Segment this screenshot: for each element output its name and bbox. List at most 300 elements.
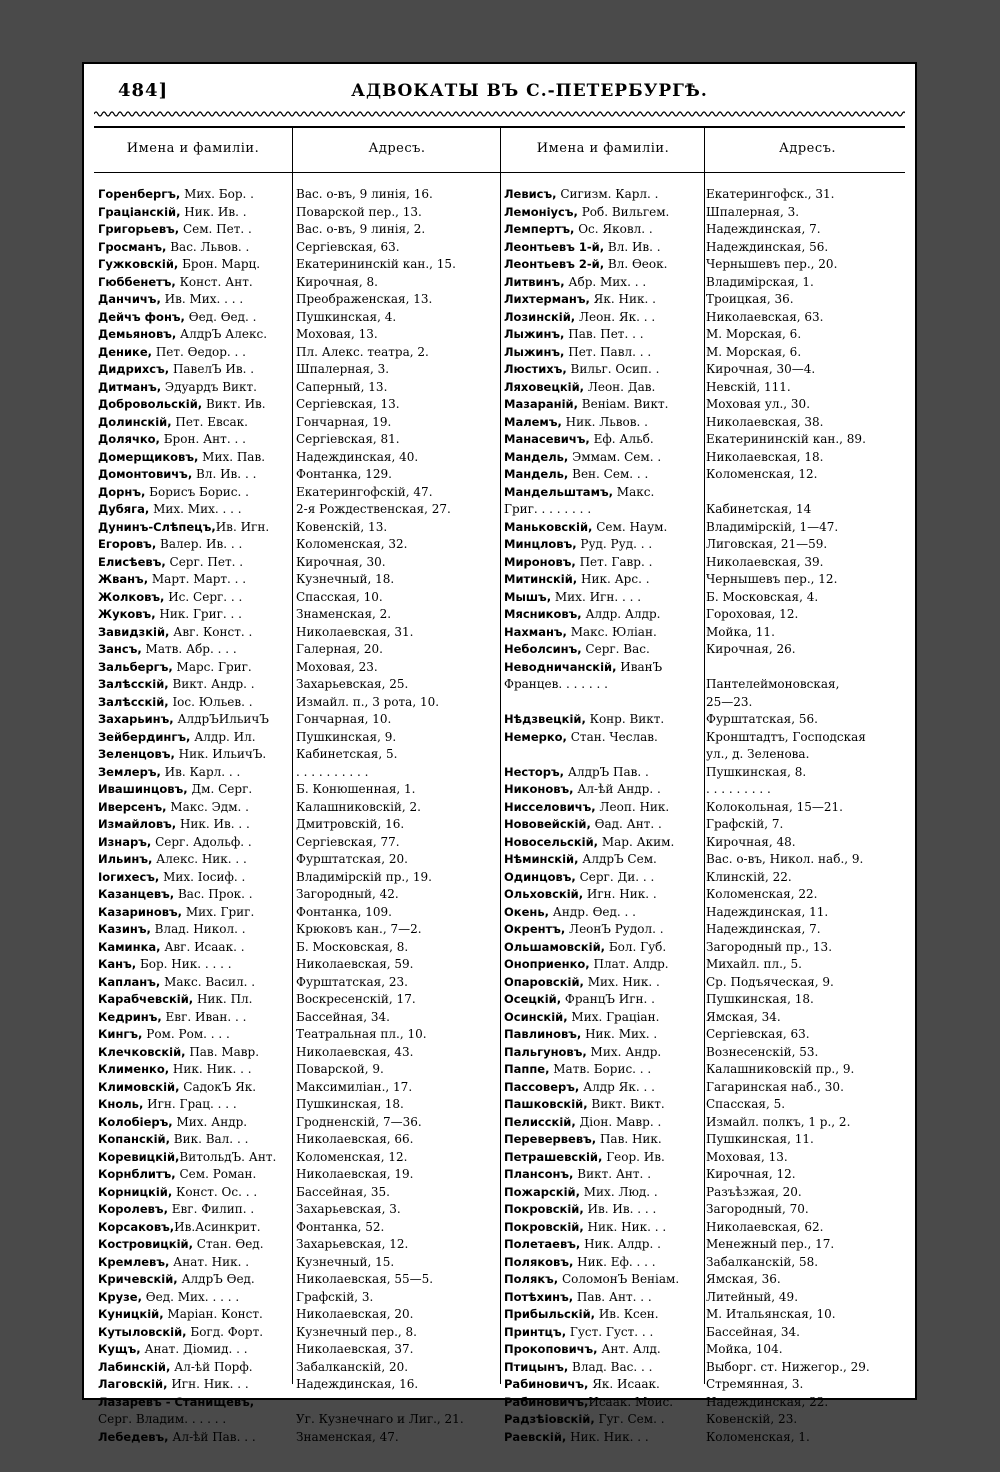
entry-name xyxy=(98,746,292,764)
entry-address: Сергіевская, 13. xyxy=(296,397,400,411)
entry-surname: Нахманъ, xyxy=(504,624,567,639)
entry-given-names: СоломонЪ Веніам. xyxy=(558,1272,680,1286)
table-row xyxy=(500,326,909,344)
table-row xyxy=(500,1289,909,1307)
table-row xyxy=(94,326,500,344)
entry-given-names: Викт. Андр. . xyxy=(168,677,255,691)
entry-name xyxy=(504,641,702,659)
entry-address: Сергіевская, 81. xyxy=(296,432,400,446)
entry-name xyxy=(98,974,292,992)
entry-given-names: Мих. Григ. xyxy=(182,904,255,919)
table-row xyxy=(94,904,500,922)
entry-given-names: Ал-ѣй Порф. xyxy=(170,1359,253,1374)
table-row xyxy=(500,886,909,904)
entry-given-names: Роб. Вильгем. xyxy=(577,204,670,219)
entry-name xyxy=(504,746,702,764)
entry-address: Сергіевская, 63. xyxy=(706,1027,810,1041)
entry-address: Лиговская, 21—59. xyxy=(706,537,828,551)
entry-name xyxy=(504,1044,702,1062)
table-row xyxy=(500,1254,909,1272)
entry-given-names: Ник. Еф. . . . xyxy=(573,1254,656,1269)
entry-name xyxy=(98,1289,292,1307)
entry-address: Пушкинская, 11. xyxy=(706,1132,814,1146)
entry-name xyxy=(98,676,292,694)
entry-surname: Кущъ, xyxy=(98,1342,141,1356)
entry-address: Коломенская, 12. xyxy=(706,467,818,481)
entry-address xyxy=(296,1394,498,1412)
entry-address: Николаевская, 62. xyxy=(706,1219,824,1234)
directory-page xyxy=(82,62,917,1444)
entry-given-names: Викт. Ив. xyxy=(202,397,266,411)
entry-address: Владимірскій, 1—47. xyxy=(706,519,839,534)
table-row xyxy=(94,886,500,904)
entry-given-names: Сем. Роман. xyxy=(175,1167,257,1181)
table-row xyxy=(500,274,909,292)
entry-surname: Гужковскій, xyxy=(98,257,179,271)
entry-address: Фонтанка, 52. xyxy=(296,1219,385,1234)
entry-given-names: Стан. Ѳед. xyxy=(192,1237,264,1251)
entry-given-names: Ник. Арс. . xyxy=(577,572,650,586)
entry-given-names: Мих. Игн. . . . xyxy=(551,589,642,604)
entry-given-names: Пет. Гавр. . xyxy=(575,554,653,569)
table-row xyxy=(500,1341,909,1359)
entry-address: Надеждинская, 7. xyxy=(706,922,821,936)
entry-surname: Паппе, xyxy=(504,1062,550,1076)
entry-address: Николаевская, 18. xyxy=(706,449,824,464)
table-row xyxy=(94,1359,500,1377)
entry-surname: Осецкій, xyxy=(504,992,562,1006)
entry-name xyxy=(98,536,292,554)
entry-given-names: Ив. Игн. xyxy=(215,519,270,534)
entry-given-names: Вл. Ѳеок. xyxy=(604,257,668,271)
table-row xyxy=(94,1166,500,1184)
entry-address: Вас. о-въ, 9 линія, 2. xyxy=(296,222,426,236)
entry-surname: Петрашевскій, xyxy=(504,1149,603,1164)
entry-given-names: Францев. . . . . . . xyxy=(504,677,608,691)
entry-address: Невскій, 111. xyxy=(706,379,791,394)
entry-given-names: Ив. Мих. . . . xyxy=(160,292,244,306)
entry-given-names: Ник. Ник. . . xyxy=(566,1429,649,1444)
entry-name xyxy=(504,904,702,922)
table-row xyxy=(94,221,500,239)
entry-address: Кузнечный пер., 8. xyxy=(296,1324,417,1339)
entry-name xyxy=(504,1219,702,1237)
entry-given-names: АлдрЪ Сем. xyxy=(578,852,657,866)
entry-name xyxy=(98,1166,292,1184)
table-row xyxy=(500,1096,909,1114)
entry-address: Надеждинская, 40. xyxy=(296,449,419,464)
entry-given-names: Ив. Карл. . . xyxy=(160,764,241,779)
table-row xyxy=(94,361,500,379)
table-row xyxy=(500,554,909,572)
entry-address: Выборг. ст. Нижегор., 29. xyxy=(706,1359,870,1374)
entry-name xyxy=(504,536,702,554)
entry-address: Кузнечный, 18. xyxy=(296,572,395,586)
entry-given-names: Ник. Ник. . . xyxy=(583,1219,667,1234)
entry-name xyxy=(98,1429,292,1447)
entry-address: Пушкинская, 8. xyxy=(706,764,807,779)
entry-address: Знаменская, 47. xyxy=(296,1429,399,1444)
entry-surname: Лозинскій, xyxy=(504,309,576,324)
entry-address: Гончарная, 19. xyxy=(296,414,392,429)
entry-name xyxy=(504,1429,702,1447)
entry-address: Надеждинская, 22. xyxy=(706,1394,829,1409)
entry-address: Воскресенскій, 17. xyxy=(296,992,416,1006)
entry-given-names: Мих. Мих. . . . xyxy=(149,502,242,516)
entry-address: Ковенскій, 23. xyxy=(706,1412,798,1426)
table-row xyxy=(94,1394,500,1412)
entry-given-names: Анат. Діомид. . . xyxy=(140,1342,248,1356)
table-row xyxy=(94,484,500,502)
entry-name xyxy=(504,484,702,502)
entry-name xyxy=(504,1359,702,1377)
entry-address: Моховая, 13. xyxy=(706,1149,788,1164)
entry-address: Галерная, 20. xyxy=(296,642,383,656)
entry-name xyxy=(504,816,702,834)
table-row xyxy=(94,921,500,939)
table-row xyxy=(94,309,500,327)
entry-surname: Завидзкій, xyxy=(98,624,170,639)
entry-address: Калашниковскій, 2. xyxy=(296,799,421,814)
table-row xyxy=(500,1131,909,1149)
entry-name xyxy=(98,1201,292,1219)
entry-name xyxy=(504,834,702,852)
entry-given-names: Алекс. Ник. . . xyxy=(152,852,247,866)
entry-surname: Елисѣевъ, xyxy=(98,554,166,569)
entry-name xyxy=(98,589,292,607)
entry-surname: Демьяновъ, xyxy=(98,327,177,341)
entry-name xyxy=(504,414,702,432)
entry-surname: Лихтерманъ, xyxy=(504,292,590,306)
entry-given-names: Богд. Форт. xyxy=(186,1324,264,1339)
entry-address: Пушкинская, 18. xyxy=(296,1097,404,1111)
entry-given-names: Авг. Конст. . xyxy=(169,624,253,639)
entry-address: Графскій, 7. xyxy=(706,817,784,831)
entry-surname: Граціанскій, xyxy=(98,204,181,219)
entry-name xyxy=(98,729,292,747)
entry-given-names: Серг. Вас. xyxy=(581,642,650,656)
entry-address: Троицкая, 36. xyxy=(706,292,794,306)
entry-address: Николаевская, 63. xyxy=(706,309,824,324)
entry-address: Николаевская, 19. xyxy=(296,1167,414,1181)
entry-given-names: Гуг. Сем. . xyxy=(594,1412,665,1426)
entry-address: Николаевская, 20. xyxy=(296,1307,414,1321)
entry-address: Николаевская, 66. xyxy=(296,1132,414,1146)
entry-address: Уг. Кузнечнаго и Лиг., 21. xyxy=(296,1412,464,1426)
entry-name xyxy=(504,1166,702,1184)
table-row xyxy=(500,991,909,1009)
entry-given-names: Ник. Пл. xyxy=(193,992,253,1006)
table-row xyxy=(500,256,909,274)
entry-address: Крюковъ кан., 7—2. xyxy=(296,922,422,936)
entry-given-names: Руд. Руд. . . xyxy=(576,537,653,551)
entry-surname: Поляковъ, xyxy=(504,1254,574,1269)
entry-given-names: Абр. Мих. . . xyxy=(564,274,647,289)
entry-surname: Дейчъ фонъ, xyxy=(98,309,185,324)
entry-surname: Рабиновичъ, xyxy=(504,1394,589,1409)
entry-given-names: Борисъ Борис. . xyxy=(145,484,249,499)
table-row xyxy=(500,764,909,782)
entry-surname: Денике, xyxy=(98,344,153,359)
entry-given-names: Стан. Чеслав. xyxy=(566,729,658,744)
entry-given-names: Ром. Ром. . . . xyxy=(142,1027,230,1041)
entry-name xyxy=(98,186,292,204)
entry-surname: Жуковъ, xyxy=(98,607,156,621)
entry-name xyxy=(98,1026,292,1044)
table-row xyxy=(94,974,500,992)
entry-given-names: Пет. Ѳедор. . . xyxy=(152,344,246,359)
entry-address: Ковенскій, 13. xyxy=(296,519,388,534)
entry-given-names: Конст. Ант. xyxy=(175,274,253,289)
entry-address: Михайл. пл., 5. xyxy=(706,957,802,971)
entry-address: Кирочная, 8. xyxy=(296,274,378,289)
entry-given-names: Вик. Вал. . . xyxy=(169,1132,249,1146)
entry-name xyxy=(504,694,702,712)
table-row xyxy=(500,624,909,642)
entry-surname: Кричевскій, xyxy=(98,1272,178,1286)
entry-address: Кабинетская, 14 xyxy=(706,502,812,516)
entry-surname: Мандель, xyxy=(504,467,569,481)
entry-surname: Изнаръ, xyxy=(98,834,152,849)
table-row xyxy=(94,396,500,414)
entry-name xyxy=(504,274,702,292)
entry-name xyxy=(98,799,292,817)
entry-surname: Лебедевъ, xyxy=(98,1429,169,1444)
table-row xyxy=(94,1341,500,1359)
table-row xyxy=(94,1044,500,1062)
entry-name xyxy=(98,431,292,449)
entry-name xyxy=(98,921,292,939)
col-header-names-right: Имена и фамиліи. xyxy=(536,141,670,156)
entry-surname: Домонтовичъ, xyxy=(98,467,193,481)
entry-address: Сергіевская, 63. xyxy=(296,239,400,254)
entry-given-names: Серг. Пет. . xyxy=(165,554,244,569)
entry-given-names: Ник. Мих. . xyxy=(581,1027,658,1041)
entry-surname: Лыжинъ, xyxy=(504,344,565,359)
entry-given-names: Ал-ѣй Пав. . . xyxy=(168,1429,256,1444)
entry-given-names: Матв. Борис. . . xyxy=(549,1062,652,1076)
entry-name xyxy=(98,204,292,222)
entry-address: Кирочная, 30. xyxy=(296,554,386,569)
table-row xyxy=(500,1201,909,1219)
entry-name xyxy=(504,1324,702,1342)
entry-address: Пушкинская, 4. xyxy=(296,309,397,324)
entry-name xyxy=(98,554,292,572)
table-row xyxy=(500,1166,909,1184)
entry-address: Фонтанка, 109. xyxy=(296,904,392,919)
entry-address: Спасская, 10. xyxy=(296,589,383,604)
entry-name xyxy=(504,1149,702,1167)
entry-name xyxy=(504,326,702,344)
table-row xyxy=(94,1306,500,1324)
entry-surname: Люстихъ, xyxy=(504,362,567,376)
table-row xyxy=(500,1009,909,1027)
table-row xyxy=(94,869,500,887)
entry-given-names: Дм. Серг. xyxy=(187,782,253,796)
entry-name xyxy=(98,361,292,379)
table-row xyxy=(500,641,909,659)
entry-name xyxy=(98,501,292,519)
entry-given-names: Серг. Владим. . . . . . xyxy=(98,1412,227,1426)
entry-address: Б. Конюшенная, 1. xyxy=(296,782,416,796)
table-row xyxy=(94,624,500,642)
entry-given-names: Ѳед. Ѳед. . xyxy=(184,309,257,324)
entry-address: Колокольная, 15—21. xyxy=(706,799,843,814)
table-row xyxy=(500,606,909,624)
entry-given-names: Пет. Павл. . . xyxy=(564,344,652,359)
entry-name xyxy=(504,1411,702,1429)
entry-address: Екатерингофскій, 47. xyxy=(296,484,433,499)
entry-surname: Никоновъ, xyxy=(504,782,574,796)
entry-address: Кирочная, 30—4. xyxy=(706,362,816,376)
col-header-names-left: Имена и фамиліи. xyxy=(126,141,260,156)
entry-surname: Принтцъ, xyxy=(504,1324,567,1339)
table-row xyxy=(500,1394,909,1412)
entry-given-names: Евг. Филип. . xyxy=(167,1202,255,1216)
entry-address: Николаевская, 59. xyxy=(296,957,414,971)
table-row xyxy=(500,1359,909,1377)
entry-address xyxy=(706,484,906,502)
entry-given-names: Леоп. Ник. xyxy=(595,799,670,814)
entry-surname: Левисъ, xyxy=(504,187,557,201)
table-row xyxy=(500,309,909,327)
entry-address: Загородный пр., 13. xyxy=(706,939,833,954)
table-row xyxy=(94,1184,500,1202)
entry-given-names: Брон. Марц. xyxy=(178,257,261,271)
entry-address: Пушкинская, 18. xyxy=(706,992,814,1006)
table-row xyxy=(94,204,500,222)
entry-name xyxy=(98,1254,292,1272)
entry-name xyxy=(504,589,702,607)
page-title: АДВОКАТЫ ВЪ С.-ПЕТЕРБУРГѢ. xyxy=(351,81,708,101)
entry-given-names: Маріан. Конст. xyxy=(163,1307,263,1321)
entry-name xyxy=(98,1114,292,1132)
entry-address: Стремянная, 3. xyxy=(706,1377,804,1391)
table-row xyxy=(94,711,500,729)
entry-name xyxy=(504,1271,702,1289)
table-row xyxy=(500,204,909,222)
entry-name xyxy=(504,309,702,327)
entry-surname: Неболсинъ, xyxy=(504,642,582,656)
entry-name xyxy=(504,379,702,397)
entry-name xyxy=(504,1131,702,1149)
entry-surname: Литвинъ, xyxy=(504,274,565,289)
entry-address: Надеждинская, 11. xyxy=(706,904,829,919)
table-row xyxy=(94,519,500,537)
entry-name xyxy=(98,256,292,274)
entry-surname: Пассоверъ, xyxy=(504,1079,580,1094)
entry-name xyxy=(504,1376,702,1394)
entry-name xyxy=(98,396,292,414)
entry-address: Пушкинская, 9. xyxy=(296,729,397,744)
entry-name xyxy=(504,1061,702,1079)
col-header-address-right: Адресъ. xyxy=(778,141,837,156)
entry-given-names: Матв. Абр. . . . xyxy=(141,642,237,656)
entry-address: Гагаринская наб., 30. xyxy=(706,1079,844,1094)
entry-name xyxy=(98,1184,292,1202)
entry-given-names: СадокЪ Як. xyxy=(179,1079,257,1094)
entry-surname: Пожарскій, xyxy=(504,1184,580,1199)
entry-surname: Мясниковъ, xyxy=(504,607,582,621)
table-row xyxy=(94,659,500,677)
table-row xyxy=(94,1026,500,1044)
entry-surname: Дитманъ, xyxy=(98,379,162,394)
entry-surname: Неводничанскій, xyxy=(504,659,617,674)
entry-name xyxy=(504,606,702,624)
entry-address: Измайл. полкъ, 1 р., 2. xyxy=(706,1114,851,1129)
table-row xyxy=(94,186,500,204)
entry-given-names: Вас. Львов. . xyxy=(166,239,250,254)
entry-given-names: Геор. Ив. xyxy=(602,1149,665,1164)
entry-surname: Лемпертъ, xyxy=(504,222,575,236)
entry-surname: Немерко, xyxy=(504,729,567,744)
entry-given-names: ЛеонЪ Рудол. . xyxy=(565,922,664,936)
entry-address: Пл. Алекс. театра, 2. xyxy=(296,344,429,359)
entry-given-names: Еф. Альб. xyxy=(589,432,654,446)
table-row xyxy=(500,816,909,834)
entry-surname: Прибыльскій, xyxy=(504,1307,596,1321)
table-row xyxy=(94,1114,500,1132)
entry-address: Максимиліан., 17. xyxy=(296,1079,413,1094)
entry-name xyxy=(504,956,702,974)
entry-given-names: Ник. Ник. . . xyxy=(169,1062,252,1076)
entry-address: Мойка, 104. xyxy=(706,1342,783,1356)
entry-surname: Мандель, xyxy=(504,449,569,464)
entry-name xyxy=(504,939,702,957)
entry-given-names: Валер. Ив. . . xyxy=(156,537,243,551)
entry-given-names: Ис. Серг. . . xyxy=(164,589,243,604)
entry-name xyxy=(98,1061,292,1079)
entry-given-names: ИванЪ xyxy=(616,659,663,674)
entry-name xyxy=(98,379,292,397)
entry-name xyxy=(98,344,292,362)
entry-surname: Манасевичъ, xyxy=(504,432,590,446)
table-row xyxy=(94,554,500,572)
table-row xyxy=(500,1061,909,1079)
table-row xyxy=(94,449,500,467)
table-row xyxy=(94,431,500,449)
entry-given-names: Мих. Граціан. xyxy=(567,1009,660,1024)
entry-address: Ямская, 36. xyxy=(706,1272,781,1286)
entry-given-names: Конст. Ос. . . xyxy=(172,1184,258,1199)
entry-address: Забалканскій, 20. xyxy=(296,1359,409,1374)
entry-surname: Лыжинъ, xyxy=(504,327,565,341)
entry-name xyxy=(98,1096,292,1114)
entry-given-names: Март. Март. . . xyxy=(148,572,247,586)
entry-given-names: ПавелЪ Ив. . xyxy=(169,362,255,376)
entry-name xyxy=(504,764,702,782)
entry-name xyxy=(98,1236,292,1254)
entry-address: Разъѣзжая, 20. xyxy=(706,1184,802,1199)
entry-given-names: Як. Ник. . xyxy=(589,292,656,306)
entry-name xyxy=(504,799,702,817)
entry-address: Поварской пер., 13. xyxy=(296,204,422,219)
header-rule xyxy=(94,172,905,173)
table-row xyxy=(94,641,500,659)
table-row xyxy=(94,414,500,432)
entry-surname: Дидрихсъ, xyxy=(98,362,170,376)
entry-given-names: Плат. Алдр. xyxy=(589,957,669,971)
entry-name xyxy=(98,764,292,782)
entry-address: Екатерининскій кан., 15. xyxy=(296,257,456,271)
table-row xyxy=(94,1254,500,1272)
table-row xyxy=(500,921,909,939)
table-row xyxy=(94,939,500,957)
table-row xyxy=(500,186,909,204)
table-row xyxy=(500,974,909,992)
entry-surname: Лаговскій, xyxy=(98,1377,168,1391)
table-row xyxy=(94,1149,500,1167)
